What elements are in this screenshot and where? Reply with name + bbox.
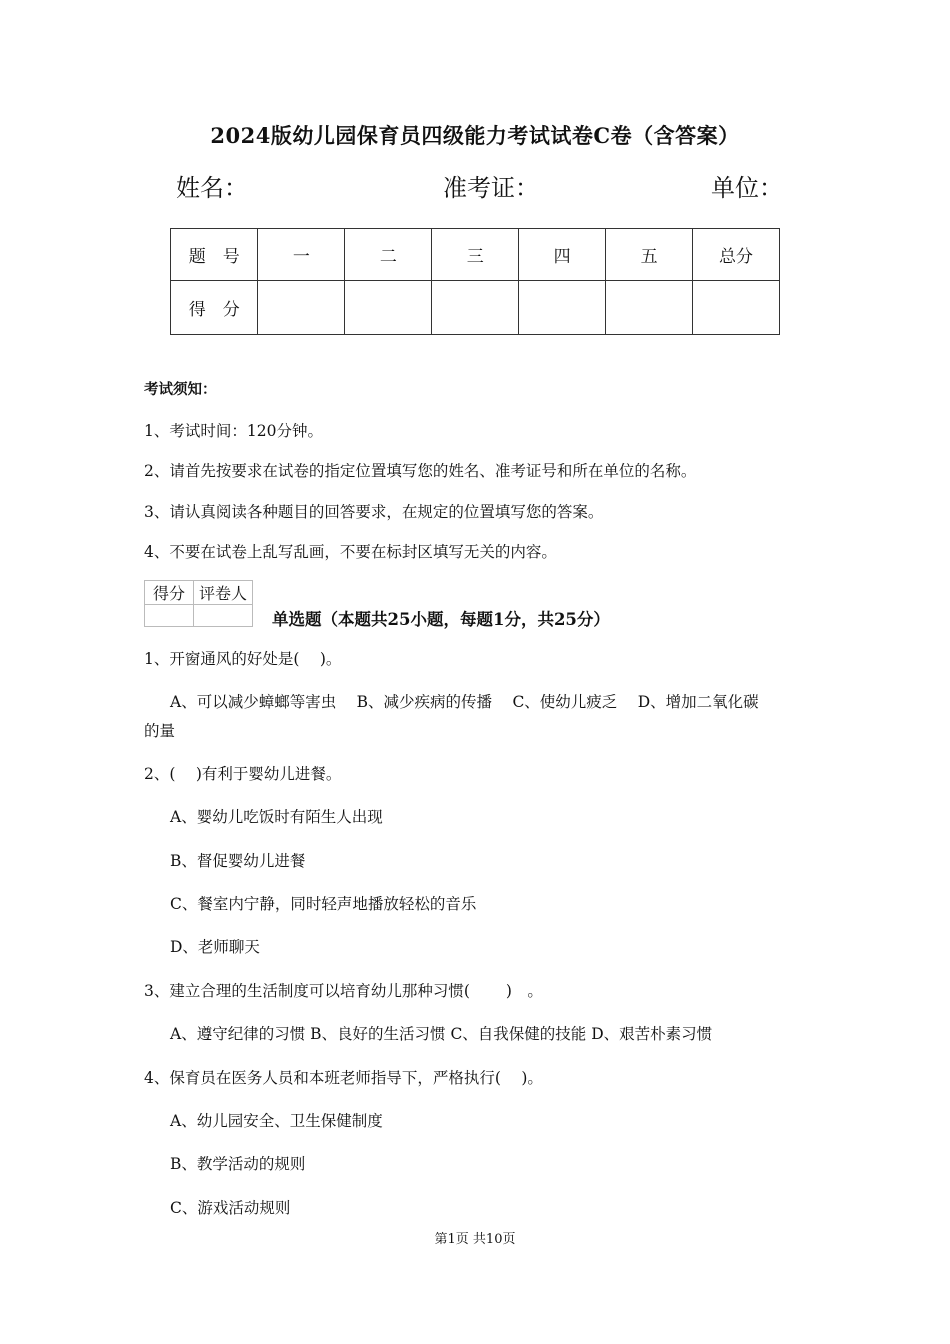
score-table [170,228,780,335]
exam-id-label: 准考证： [443,174,539,202]
question-1: 1、开窗通风的好处是( )。 [144,650,342,668]
score-table-header-cell: 总分 [693,229,780,281]
notice-item: 2、请首先按要求在试卷的指定位置填写您的姓名、准考证号和所在单位的名称。 [144,462,697,480]
notice-item: 4、不要在试卷上乱写乱画，不要在标封区填写无关的内容。 [144,543,557,561]
notice-heading: 考试须知： [144,381,217,398]
grader-box-score-label: 得分 [145,581,194,605]
score-table-header-cell: 题 号 [171,229,258,281]
unit-label: 单位： [711,174,783,202]
question-4: 4、保育员在医务人员和本班老师指导下，严格执行( )。 [144,1069,543,1087]
section-title: 单选题（本题共25小题，每题1分，共25分） [272,610,610,629]
page-title: 2024版幼儿园保育员四级能力考试试卷C卷（含答案） [210,123,740,148]
question-4-option-b: B、教学活动的规则 [170,1155,306,1173]
grader-box-grader-cell[interactable] [194,605,253,627]
grader-box-grader-label: 评卷人 [194,581,253,605]
question-2-option-b: B、督促婴幼儿进餐 [170,852,306,870]
question-3-options: A、遵守纪律的习惯 B、良好的生活习惯 C、自我保健的技能 D、艰苦朴素习惯 [170,1025,713,1043]
grader-box [144,580,253,627]
notice-item: 1、考试时间：120分钟。 [144,422,323,440]
score-table-header-cell: 五 [606,229,693,281]
score-table-header-cell: 四 [519,229,606,281]
notice-item: 3、请认真阅读各种题目的回答要求，在规定的位置填写您的答案。 [144,503,604,521]
question-2: 2、( )有利于婴幼儿进餐。 [144,765,342,783]
score-table-header-cell: 三 [432,229,519,281]
score-table-header-cell: 一 [258,229,345,281]
question-3: 3、建立合理的生活制度可以培育幼儿那种习惯( ) 。 [144,982,543,1000]
question-2-option-c: C、餐室内宁静，同时轻声地播放轻松的音乐 [170,895,477,913]
score-table-header-cell: 二 [345,229,432,281]
score-cell[interactable] [519,281,606,335]
grader-box-score-cell[interactable] [145,605,194,627]
question-1-options-cont: 的量 [144,722,176,740]
score-cell[interactable] [258,281,345,335]
score-cell[interactable] [693,281,780,335]
score-table-score-row [171,281,780,335]
question-1-options: A、可以减少蟑螂等害虫 B、减少疾病的传播 C、使幼儿疲乏 D、增加二氧化碳 [170,693,759,711]
score-row-label: 得 分 [171,281,258,335]
page-footer: 第1页 共10页 [434,1232,516,1247]
score-table-header-row [171,229,780,281]
name-label: 姓名： [176,174,248,202]
score-cell[interactable] [606,281,693,335]
score-cell[interactable] [432,281,519,335]
question-2-option-d: D、老师聊天 [170,938,260,956]
question-2-option-a: A、婴幼儿吃饭时有陌生人出现 [170,808,383,826]
question-4-option-c: C、游戏活动规则 [170,1199,291,1217]
score-cell[interactable] [345,281,432,335]
question-4-option-a: A、幼儿园安全、卫生保健制度 [170,1112,383,1130]
